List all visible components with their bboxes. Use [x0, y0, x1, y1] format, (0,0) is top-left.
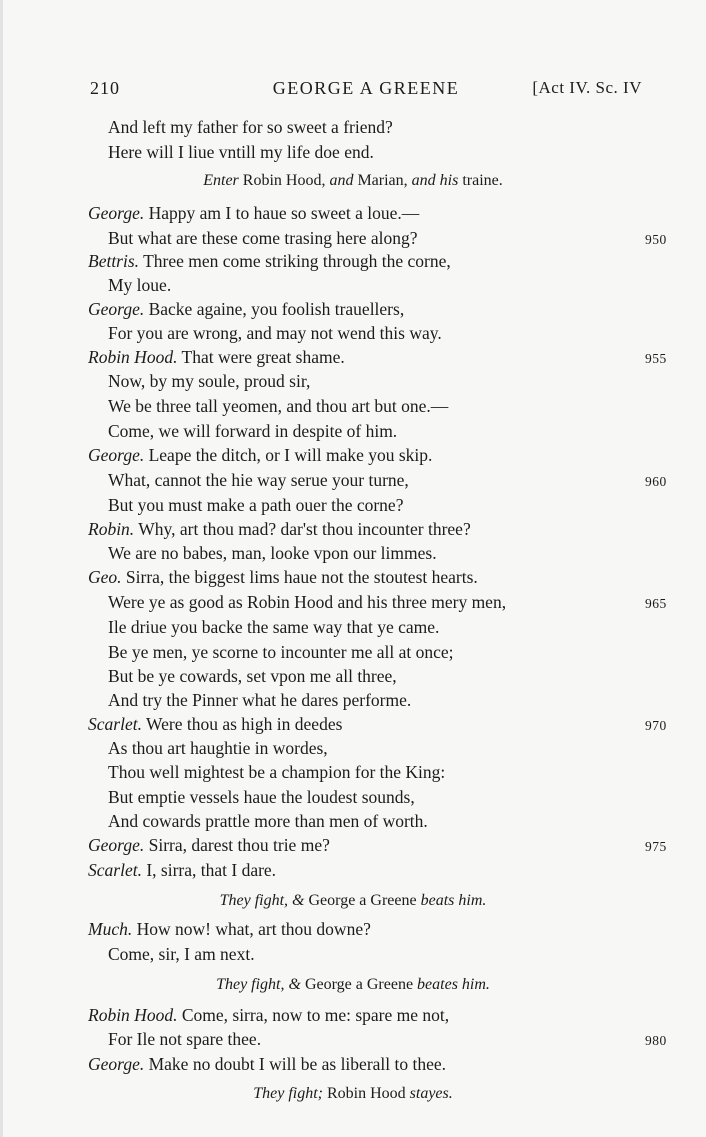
speech-line: [88, 713, 342, 735]
stage-direction-segment: George a Greene: [304, 976, 418, 993]
line-text: But be ye cowards, set vpon me all three,: [108, 666, 397, 686]
line-text: And try the Pinner what he dares performe.: [108, 690, 412, 710]
speaker-name: Scarlet.: [88, 714, 142, 734]
verse-line: [108, 395, 448, 417]
speech-line: [88, 518, 471, 540]
line-number: 960: [645, 474, 667, 489]
verse-line: [108, 1028, 261, 1050]
stage-direction-segment: Robin Hood,: [238, 172, 330, 189]
line-text: Ile driue you backe the same way that ye came.: [108, 617, 440, 637]
line-number: 980: [645, 1033, 667, 1048]
speaker-name: George.: [88, 299, 145, 319]
line-text: That were great shame.: [181, 347, 345, 367]
stage-direction: [0, 1083, 706, 1105]
line-text: Leape the ditch, or I will make you skip.: [148, 445, 433, 465]
running-title: GEORGE A GREENE: [272, 78, 460, 98]
line-text: But you must make a path ouer the corne?: [108, 495, 404, 515]
page-number: 210: [90, 78, 120, 98]
stage-direction: [0, 170, 706, 192]
speech-line: [88, 298, 404, 320]
speech-line: [88, 1004, 449, 1026]
line-text: How now! what, art thou downe?: [136, 919, 371, 939]
line-text: And left my father for so sweet a friend?: [108, 117, 393, 137]
line-text: Three men come striking through the corne,: [143, 251, 451, 271]
verse-line: [108, 641, 454, 663]
line-number: 950: [645, 232, 667, 247]
line-text: We be three tall yeomen, and thou art but one.—: [108, 396, 449, 416]
line-text: For you are wrong, and may not wend this way.: [108, 323, 442, 343]
line-text: Happy am I to haue so sweet a loue.—: [148, 203, 420, 223]
speaker-name: Scarlet.: [88, 860, 142, 880]
speaker-name: Bettris.: [88, 251, 140, 271]
line-text: Be ye men, ye scorne to incounter me all at once;: [108, 642, 454, 662]
speaker-name: George.: [88, 445, 145, 465]
page-header: [90, 78, 642, 102]
line-number: 955: [645, 351, 667, 366]
verse-line: [108, 737, 328, 759]
verse-line: [108, 665, 397, 687]
line-number: 970: [645, 718, 667, 733]
verse-line: [108, 227, 418, 249]
stage-direction-segment: stayes.: [409, 1085, 453, 1102]
speech-line: [88, 202, 419, 224]
stage-direction-segment: Marian,: [353, 172, 412, 189]
stage-direction-segment: and: [329, 172, 354, 189]
line-number: 975: [645, 839, 667, 854]
line-text: Now, by my soule, proud sir,: [108, 371, 311, 391]
stage-direction-segment: and his: [411, 172, 459, 189]
line-text: Were ye as good as Robin Hood and his three mery men,: [108, 592, 507, 612]
speaker-name: Robin.: [88, 519, 135, 539]
line-text: Come, sirra, now to me: spare me not,: [181, 1005, 450, 1025]
speaker-name: Geo.: [88, 567, 122, 587]
line-text: Backe againe, you foolish trauellers,: [148, 299, 405, 319]
verse-line: [108, 761, 445, 783]
line-text: Come, sir, I am next.: [108, 944, 255, 964]
speech-line: [88, 566, 478, 588]
line-text: Come, we will forward in despite of him.: [108, 421, 398, 441]
speech-line: [88, 444, 432, 466]
verse-line: [108, 469, 409, 491]
verse-line: [108, 810, 428, 832]
speech-line: [88, 250, 451, 272]
speaker-name: George.: [88, 1054, 145, 1074]
speech-line: [88, 859, 276, 881]
verse-line: [108, 494, 403, 516]
speech-line: [88, 346, 345, 368]
line-text: Sirra, the biggest lims haue not the stoutest hearts.: [125, 567, 478, 587]
act-scene-label: [Act IV. Sc. IV: [532, 78, 642, 97]
line-text: But what are these come trasing here along?: [108, 228, 418, 248]
speaker-name: Robin Hood.: [88, 1005, 178, 1025]
verse-line: [108, 322, 442, 344]
line-text: For Ile not spare thee.: [108, 1029, 262, 1049]
line-number: 965: [645, 596, 667, 611]
verse-line: [108, 116, 393, 138]
speaker-name: Robin Hood.: [88, 347, 178, 367]
speech-line: [88, 834, 330, 856]
speaker-name: Much.: [88, 919, 133, 939]
stage-direction-segment: They fight, &: [219, 892, 309, 909]
line-text: Thou well mightest be a champion for the King:: [108, 762, 446, 782]
verse-line: [108, 141, 374, 163]
stage-direction: [0, 974, 706, 996]
line-text: What, cannot the hie way serue your turne,: [108, 470, 409, 490]
line-text: I, sirra, that I dare.: [146, 860, 277, 880]
stage-direction-segment: They fight;: [253, 1085, 323, 1102]
stage-direction-segment: traine.: [458, 172, 503, 189]
line-text: We are no babes, man, looke vpon our limmes.: [108, 543, 437, 563]
line-text: Why, art thou mad? dar'st thou incounter three?: [138, 519, 471, 539]
verse-line: [108, 943, 255, 965]
stage-direction-segment: beates him.: [417, 976, 490, 993]
line-text: Here will I liue vntill my life doe end.: [108, 142, 374, 162]
verse-line: [108, 591, 506, 613]
speech-line: [88, 918, 371, 940]
verse-line: [108, 542, 437, 564]
line-text: Sirra, darest thou trie me?: [148, 835, 330, 855]
stage-direction: [0, 890, 706, 912]
line-text: Make no doubt I will be as liberall to thee.: [148, 1054, 447, 1074]
stage-direction-segment: George a Greene: [308, 892, 421, 909]
verse-line: [108, 786, 415, 808]
line-text: And cowards prattle more than men of worth.: [108, 811, 428, 831]
line-text: As thou art haughtie in wordes,: [108, 738, 328, 758]
verse-line: [108, 274, 171, 296]
speaker-name: George.: [88, 203, 145, 223]
stage-direction-segment: Enter: [203, 172, 239, 189]
stage-direction-segment: beats him.: [420, 892, 487, 909]
speaker-name: George.: [88, 835, 145, 855]
verse-line: [108, 420, 397, 442]
stage-direction-segment: They fight, &: [216, 976, 305, 993]
speech-line: [88, 1053, 446, 1075]
verse-line: [108, 370, 310, 392]
stage-direction-segment: Robin Hood: [322, 1085, 410, 1102]
line-text: My loue.: [108, 275, 172, 295]
line-text: Were thou as high in deedes: [146, 714, 343, 734]
verse-line: [108, 689, 411, 711]
line-text: But emptie vessels haue the loudest sounds,: [108, 787, 415, 807]
verse-line: [108, 616, 439, 638]
